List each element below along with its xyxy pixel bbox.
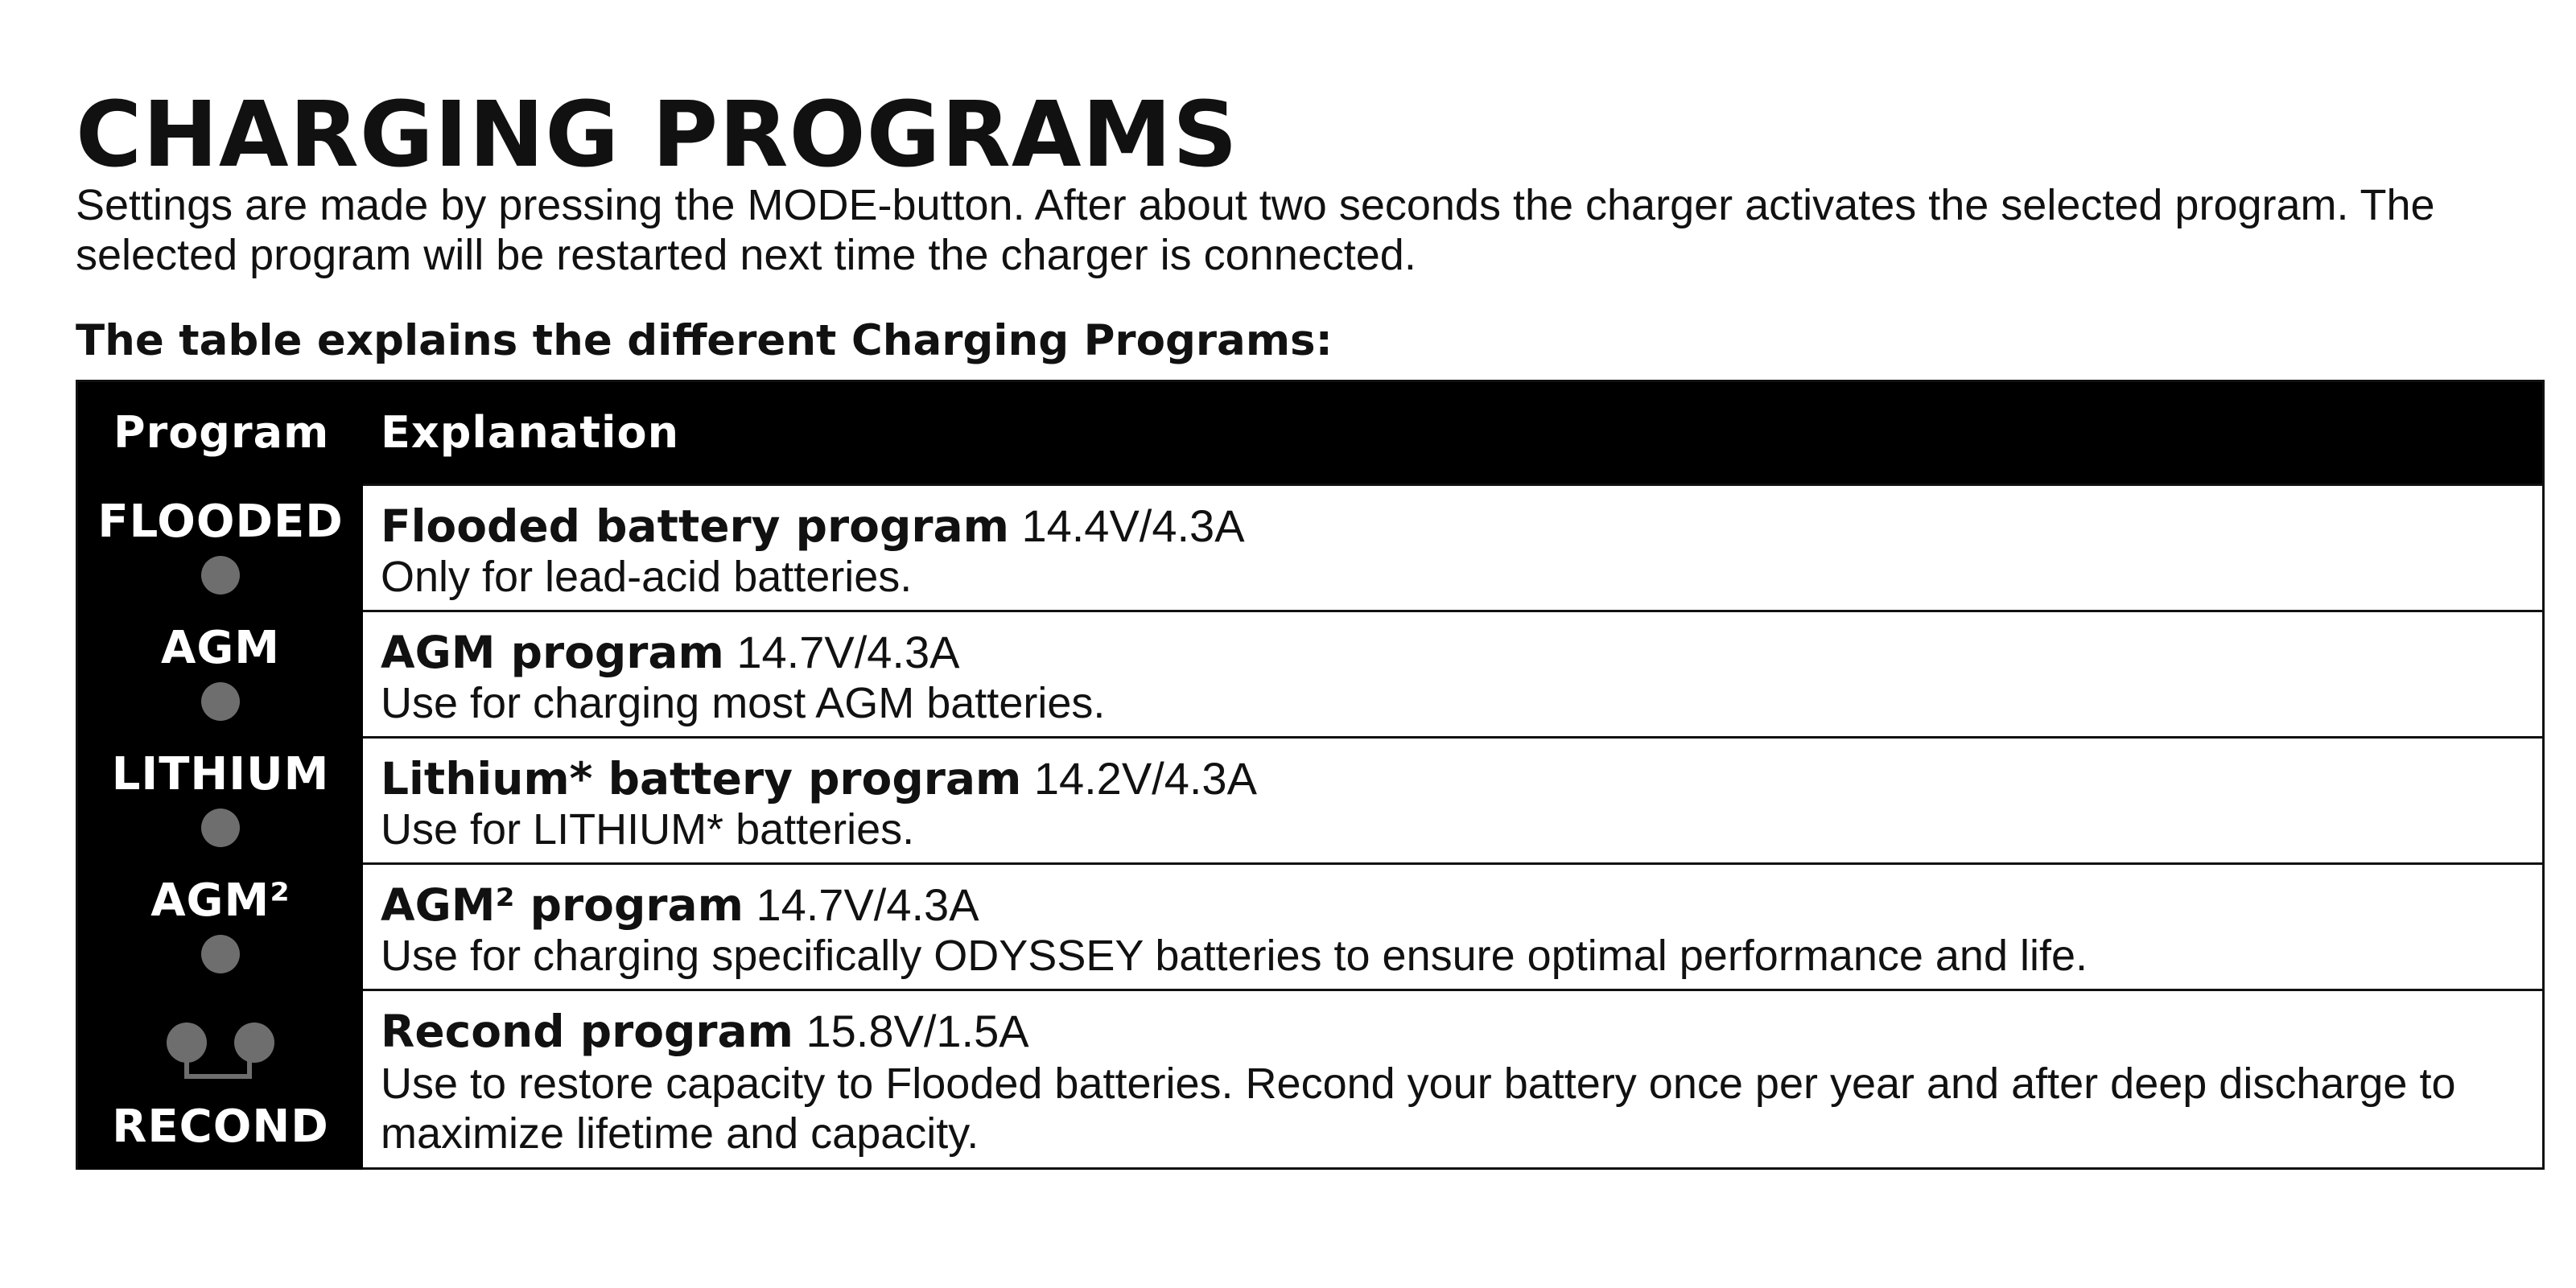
- led-icon: [201, 556, 240, 595]
- page-title: CHARGING PROGRAMS: [76, 83, 1239, 187]
- table-row: [363, 989, 2542, 1170]
- program-title: Recond program: [381, 1006, 793, 1057]
- program-name: LITHIUM: [111, 748, 330, 800]
- program-name: FLOODED: [97, 496, 344, 548]
- table-row: [363, 610, 2542, 736]
- program-cell-recond: [78, 1023, 363, 1153]
- program-name: AGM: [160, 622, 281, 674]
- program-title-line: [381, 1006, 1029, 1057]
- program-cell-agm2: [78, 875, 363, 973]
- program-cell-lithium: [78, 749, 363, 847]
- program-name: RECOND: [112, 1101, 329, 1153]
- program-title-line: [381, 879, 979, 931]
- table-header-row: [78, 382, 2542, 484]
- program-column: [78, 484, 363, 1170]
- intro-paragraph: Settings are made by pressing the MODE-button. After about two seconds the charger activates the selected program. The selected program will be restarted next time the charger is connected.: [76, 181, 2435, 279]
- program-spec: 14.2V/4.3A: [1033, 753, 1257, 804]
- program-title: Lithium* battery program: [381, 753, 1022, 804]
- program-description: Use to restore capacity to Flooded batteries. Recond your battery once per year and after deep discharge to maximize lifetime and capacity.: [381, 1060, 2456, 1158]
- header-explanation: Explanation: [381, 407, 680, 458]
- header-program: Program: [113, 407, 330, 458]
- program-title: Flooded battery program: [381, 500, 1009, 552]
- program-title: AGM² program: [381, 879, 744, 931]
- led-icon: [201, 809, 240, 847]
- program-description: Only for lead-acid batteries.: [381, 553, 913, 601]
- led-icon: [201, 682, 240, 721]
- table-row: [363, 484, 2542, 610]
- charging-programs-table: [76, 380, 2545, 1170]
- dual-led-icon: [160, 1023, 281, 1095]
- program-description: Use for charging specifically ODYSSEY batteries to ensure optimal performance and life.: [381, 932, 2088, 980]
- program-title-line: [381, 753, 1257, 804]
- program-description: Use for charging most AGM batteries.: [381, 679, 1106, 727]
- program-spec: 15.8V/1.5A: [806, 1006, 1029, 1056]
- table-heading: The table explains the different Charging Programs:: [76, 316, 1333, 365]
- program-cell-agm: [78, 623, 363, 721]
- program-title-line: [381, 627, 959, 678]
- program-title: AGM program: [381, 627, 724, 678]
- program-spec: 14.7V/4.3A: [736, 627, 960, 677]
- program-cell-flooded: [78, 496, 363, 595]
- table-row: [363, 736, 2542, 862]
- program-title-line: [381, 500, 1245, 552]
- program-name: AGM²: [150, 874, 291, 927]
- table-row: [363, 862, 2542, 989]
- program-description: Use for LITHIUM* batteries.: [381, 805, 915, 854]
- program-spec: 14.7V/4.3A: [756, 879, 979, 930]
- led-icon: [201, 935, 240, 973]
- program-spec: 14.4V/4.3A: [1021, 500, 1245, 551]
